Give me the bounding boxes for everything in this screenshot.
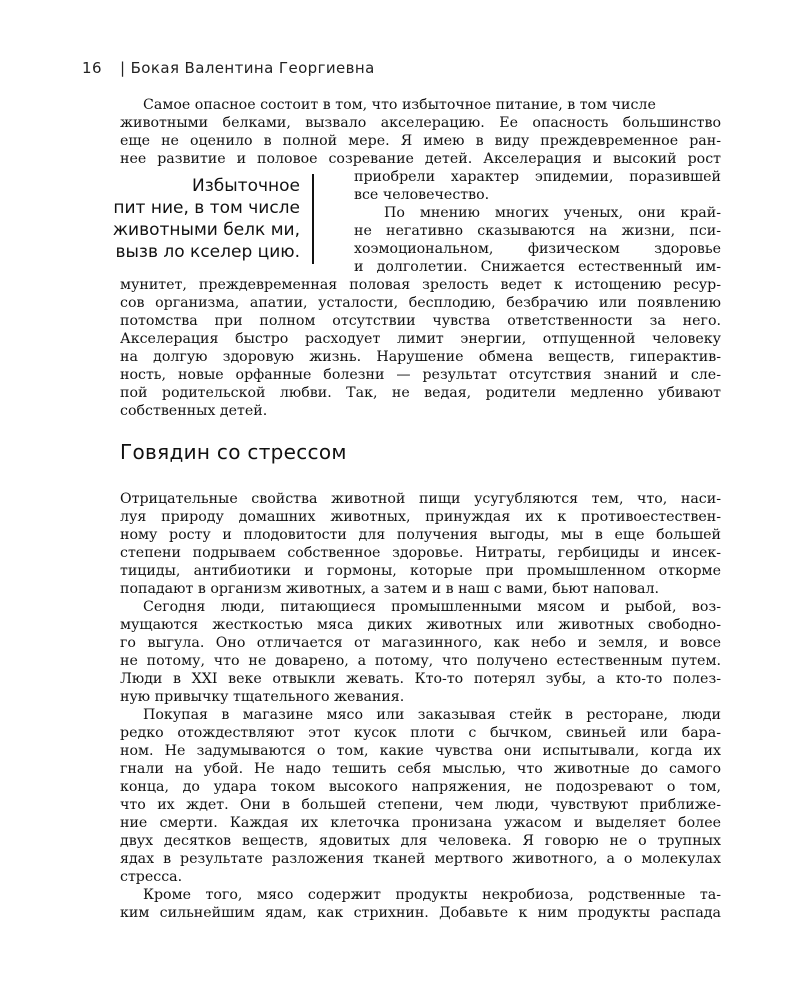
text-line: стресса.: [120, 869, 183, 885]
text-line: Люди в XXI веке отвыкли жевать. Кто-то потерял зубы, а кто-то полез-: [120, 671, 721, 687]
text-line: Сегодня люди, питающиеся промышленными мясом и рыбой, воз-: [143, 599, 721, 615]
text-line: мущаются жесткостью мяса диких животных или животных свободно-: [120, 617, 721, 633]
text-line: гнали на убой. Не надо тешить себя мыслью, что животные до самого: [120, 761, 721, 777]
text-line: ность, новые орфанные болезни — результат отсутствия знаний и сле-: [120, 367, 721, 383]
text-line: что их ждет. Они в большей степени, чем люди, чувствуют приближе-: [120, 797, 721, 813]
text-line: Покупая в магазине мясо или заказывая стейк в ресторане, люди: [143, 707, 721, 723]
text-line: го выгула. Оно отличается от магазинного, как небо и земля, и вовсе: [120, 635, 721, 651]
text-line: тициды, антибиотики и гормоны, которые при промышленном откорме: [120, 563, 721, 579]
section-heading: Говядин со стрессом: [120, 440, 347, 464]
text-line: пой родительской любви. Так, не ведая, родители медленно убивают: [120, 385, 721, 401]
text-line: двух десятков веществ, ядовитых для человека. Я говорю не о трупных: [120, 833, 721, 849]
text-line: степени подрываем собственное здоровье. Нитраты, гербициды и инсек-: [120, 545, 721, 561]
text-line: ную привычку тщательного жевания.: [120, 689, 405, 705]
text-line: и долголетии. Снижается естественный им-: [354, 259, 721, 275]
text-line: приобрели характер эпидемии, поразившей: [354, 169, 721, 185]
text-line: собственных детей.: [120, 403, 268, 419]
text-line: луя природу домашних животных, принуждая их к противоестествен-: [120, 509, 721, 525]
text-line: не негативно сказываются на жизни, пси-: [354, 223, 721, 239]
pull-quote-line: пит ние, в том числе: [113, 198, 300, 218]
page-number: 16: [82, 59, 103, 77]
text-line: Кроме того, мясо содержит продукты некробиоза, родственные та-: [143, 887, 721, 903]
text-line: животными белками, вызвало акселерацию. Ее опасность большинство: [120, 115, 721, 131]
text-line: попадают в организм животных, а затем и в наш с вами, бьют наповал.: [120, 581, 659, 597]
text-line: хоэмоциональном, физическом здоровье: [354, 241, 721, 257]
text-line: По мнению многих ученых, они край-: [384, 205, 721, 221]
author-name: | Бокая Валентина Георгиевна: [120, 59, 375, 77]
text-line: ние смерти. Каждая их клеточка пронизана ужасом и выделяет более: [120, 815, 721, 831]
text-line: потомства при полном отсутствии чувства ответственности за него.: [120, 313, 721, 329]
text-line: мунитет, преждевременная половая зрелость ведет к истощению ресур-: [120, 277, 721, 293]
text-line: нее развитие и половое созревание детей. Акселерация и высокий рост: [120, 151, 721, 167]
text-line: ядах в результате разложения тканей мертвого животного, а о молекулах: [120, 851, 721, 867]
pull-quote-line: Избыточное: [192, 176, 300, 196]
text-line: Самое опасное состоит в том, что избыточное питание, в том числе: [143, 97, 656, 113]
text-line: Отрицательные свойства животной пищи усугубляются тем, что, наси-: [120, 491, 721, 507]
pull-quote-line: вызв ло ксeлер цию.: [115, 242, 300, 262]
pull-quote: [80, 174, 314, 264]
text-line: ким сильнейшим ядам, как стрихнин. Добавьте к ним продукты распада: [120, 905, 721, 921]
text-line: Акселерация быстро расходует лимит энергии, отпущенной человеку: [120, 331, 721, 347]
running-header: [82, 58, 722, 78]
text-line: все человечество.: [354, 187, 490, 203]
text-line: не потому, что не доварено, а потому, что получено естественным путем.: [120, 653, 721, 669]
text-line: ном. Не задумываются о том, какие чувства они испытывали, когда их: [120, 743, 721, 759]
text-line: еще не оценило в полной мере. Я имею в виду преждевременное ран-: [120, 133, 721, 149]
text-line: на долгую здоровую жизнь. Нарушение обмена веществ, гиперактив-: [120, 349, 721, 365]
pull-quote-line: животными белк ми,: [112, 220, 300, 240]
text-line: редко отождествляют этот кусок плоти с бычком, свиньей или бара-: [120, 725, 721, 741]
text-line: сов организма, апатии, усталости, бесплодию, безбрачию или появлению: [120, 295, 721, 311]
text-line: конца, до удара током высокого напряжения, не подозревают о том,: [120, 779, 721, 795]
text-line: ному росту и плодовитости для получения выгоды, мы в еще большей: [120, 527, 721, 543]
